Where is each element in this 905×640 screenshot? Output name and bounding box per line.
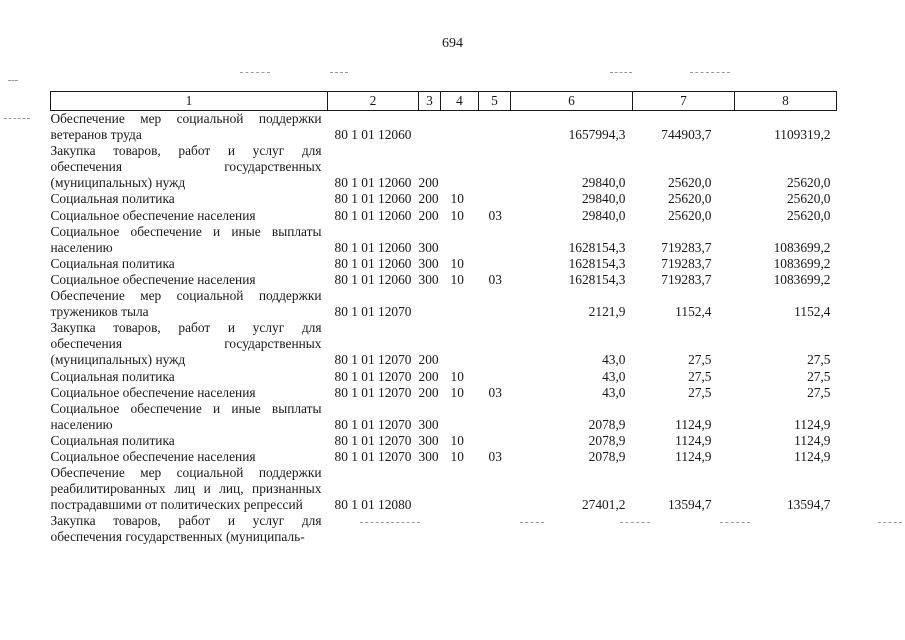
row-target-code: 80 1 01 12060 xyxy=(334,255,412,271)
row-description: Социальная политика xyxy=(50,191,175,207)
row-target-code xyxy=(328,513,419,545)
column-header: 8 xyxy=(735,92,837,111)
row-expense-type: 200 xyxy=(418,191,439,207)
row-amount-col7: 1124,9 xyxy=(675,448,712,464)
row-expense-type xyxy=(419,465,441,513)
column-header: 5 xyxy=(479,92,511,111)
row-amount-col8: 1124,9 xyxy=(794,416,831,432)
table-row xyxy=(51,191,837,207)
row-expense-type xyxy=(419,288,441,320)
column-header: 2 xyxy=(328,92,419,111)
table-row xyxy=(51,449,837,465)
row-section xyxy=(441,401,479,433)
row-amount-col6: 43,0 xyxy=(602,368,626,384)
row-expense-type: 200 xyxy=(418,207,439,223)
row-target-code: 80 1 01 12070 xyxy=(334,304,412,320)
table-row xyxy=(51,401,837,433)
row-amount-col6: 2078,9 xyxy=(588,432,626,448)
row-section xyxy=(441,224,479,256)
row-amount-col6: 2121,9 xyxy=(588,304,626,320)
row-description: Социальное обеспечение населения xyxy=(50,207,256,223)
row-amount-col8: 27,5 xyxy=(807,368,831,384)
row-subsection xyxy=(479,224,511,256)
row-target-code: 80 1 01 12070 xyxy=(334,416,412,432)
row-amount-col7: 25620,0 xyxy=(667,207,712,223)
column-header: 6 xyxy=(511,92,633,111)
table-row xyxy=(51,224,837,256)
row-description: Социальное обеспечение населения xyxy=(50,448,256,464)
row-target-code: 80 1 01 12060 xyxy=(334,207,412,223)
row-amount-col8: 27,5 xyxy=(807,352,831,368)
row-amount-col8: 27,5 xyxy=(807,384,831,400)
row-target-code: 80 1 01 12070 xyxy=(334,368,412,384)
row-description: Закупка товаров, работ и услуг для обеспечения государственных (муниципаль- xyxy=(50,513,322,545)
row-expense-type: 300 xyxy=(418,255,439,271)
row-target-code: 80 1 01 12070 xyxy=(334,352,412,368)
row-subsection: 03 xyxy=(488,384,502,400)
scan-artifact xyxy=(878,522,902,523)
row-section: 10 xyxy=(450,384,464,400)
row-expense-type: 300 xyxy=(418,448,439,464)
row-subsection xyxy=(479,401,511,433)
row-amount-col8: 25620,0 xyxy=(786,191,831,207)
row-expense-type: 200 xyxy=(418,384,439,400)
row-amount-col6: 2078,9 xyxy=(588,416,626,432)
row-subsection xyxy=(479,465,511,513)
table-row xyxy=(51,513,837,545)
row-amount-col8: 1083699,2 xyxy=(773,239,831,255)
row-subsection xyxy=(479,143,511,191)
row-amount-col7: 719283,7 xyxy=(661,239,712,255)
table-row xyxy=(51,143,837,191)
row-section xyxy=(441,465,479,513)
scan-artifact xyxy=(610,72,632,73)
row-expense-type: 200 xyxy=(418,352,439,368)
scan-artifact xyxy=(240,72,270,73)
row-amount-col6: 1628154,3 xyxy=(568,255,626,271)
column-header: 7 xyxy=(633,92,735,111)
table-row xyxy=(51,272,837,288)
table-row xyxy=(51,369,837,385)
row-amount-col7: 27,5 xyxy=(688,384,712,400)
row-amount-col8: 1124,9 xyxy=(794,448,831,464)
row-expense-type: 300 xyxy=(418,416,439,432)
row-amount-col8: 1152,4 xyxy=(794,304,831,320)
table-row xyxy=(51,320,837,368)
row-expense-type xyxy=(419,513,441,545)
row-subsection xyxy=(479,433,511,449)
row-section: 10 xyxy=(450,191,464,207)
row-subsection: 03 xyxy=(488,448,502,464)
row-section xyxy=(441,288,479,320)
row-description: Закупка товаров, работ и услуг для обеспечения государственных (муниципальных) нужд xyxy=(50,320,322,368)
row-target-code: 80 1 01 12060 xyxy=(334,191,412,207)
row-amount-col7: 1152,4 xyxy=(675,304,712,320)
row-amount-col7: 1124,9 xyxy=(675,432,712,448)
row-amount-col6: 29840,0 xyxy=(581,175,626,191)
row-amount-col6: 43,0 xyxy=(602,384,626,400)
row-subsection xyxy=(479,191,511,207)
column-header: 3 xyxy=(419,92,441,111)
row-description: Обеспечение мер социальной поддержки тружеников тыла xyxy=(50,288,322,320)
row-amount-col6: 1628154,3 xyxy=(568,271,626,287)
row-amount-col7: 744903,7 xyxy=(661,127,712,143)
row-expense-type: 300 xyxy=(418,239,439,255)
table-row xyxy=(51,288,837,320)
row-section xyxy=(441,111,479,144)
row-description: Обеспечение мер социальной поддержки ветеранов труда xyxy=(50,111,322,143)
row-amount-col7: 719283,7 xyxy=(661,255,712,271)
table-row xyxy=(51,433,837,449)
row-description: Социальное обеспечение и иные выплаты населению xyxy=(50,223,322,255)
table-row xyxy=(51,111,837,144)
scan-artifact xyxy=(690,72,730,73)
row-section: 10 xyxy=(450,255,464,271)
row-amount-col7: 25620,0 xyxy=(667,175,712,191)
row-subsection xyxy=(479,513,511,545)
row-section xyxy=(441,320,479,368)
row-amount-col7: 27,5 xyxy=(688,352,712,368)
row-target-code: 80 1 01 12060 xyxy=(334,239,412,255)
row-amount-col8: 13594,7 xyxy=(786,497,831,513)
row-amount-col8: 25620,0 xyxy=(786,207,831,223)
row-expense-type: 200 xyxy=(418,368,439,384)
row-target-code: 80 1 01 12070 xyxy=(334,448,412,464)
row-target-code: 80 1 01 12070 xyxy=(334,432,412,448)
row-amount-col8: 1083699,2 xyxy=(773,255,831,271)
row-subsection xyxy=(479,369,511,385)
row-subsection: 03 xyxy=(488,207,502,223)
table-row xyxy=(51,385,837,401)
header-row xyxy=(51,92,837,111)
table-row xyxy=(51,256,837,272)
row-subsection xyxy=(479,256,511,272)
row-description: Социальная политика xyxy=(50,255,175,271)
row-amount-col6: 2078,9 xyxy=(588,448,626,464)
row-target-code: 80 1 01 12060 xyxy=(334,127,412,143)
row-amount-col8: 1083699,2 xyxy=(773,271,831,287)
page-number: 694 xyxy=(442,36,463,51)
row-description: Социальная политика xyxy=(50,432,175,448)
row-amount-col8: 1124,9 xyxy=(794,432,831,448)
row-section: 10 xyxy=(450,432,464,448)
row-amount-col7: 13594,7 xyxy=(667,497,712,513)
row-subsection xyxy=(479,320,511,368)
table-row xyxy=(51,465,837,513)
row-expense-type xyxy=(419,111,441,144)
row-subsection xyxy=(479,288,511,320)
row-section xyxy=(441,513,479,545)
row-section: 10 xyxy=(450,448,464,464)
scan-artifact xyxy=(4,118,30,119)
column-header: 1 xyxy=(51,92,328,111)
row-description: Социальная политика xyxy=(50,368,175,384)
row-description: Закупка товаров, работ и услуг для обеспечения государственных (муниципальных) нужд xyxy=(50,143,322,191)
row-expense-type: 300 xyxy=(418,432,439,448)
column-header: 4 xyxy=(441,92,479,111)
row-section xyxy=(441,143,479,191)
scan-artifact xyxy=(8,80,18,81)
row-amount-col7: 1124,9 xyxy=(675,416,712,432)
row-target-code: 80 1 01 12060 xyxy=(334,175,412,191)
table-row xyxy=(51,208,837,224)
row-target-code: 80 1 01 12080 xyxy=(334,497,412,513)
row-description: Обеспечение мер социальной поддержки реабилитированных лиц и лиц, признанных пострадавшими от политических репрессий xyxy=(50,465,322,513)
row-amount-col8: 25620,0 xyxy=(786,175,831,191)
row-expense-type: 300 xyxy=(418,271,439,287)
row-amount-col8 xyxy=(735,513,837,545)
row-target-code: 80 1 01 12060 xyxy=(334,271,412,287)
row-amount-col6: 1657994,3 xyxy=(568,127,626,143)
row-description: Социальное обеспечение и иные выплаты населению xyxy=(50,400,322,432)
row-amount-col7: 719283,7 xyxy=(661,271,712,287)
row-subsection xyxy=(479,111,511,144)
row-section: 10 xyxy=(450,271,464,287)
row-amount-col6: 1628154,3 xyxy=(568,239,626,255)
row-amount-col7 xyxy=(633,513,735,545)
row-target-code: 80 1 01 12070 xyxy=(334,384,412,400)
row-section: 10 xyxy=(450,207,464,223)
row-amount-col6: 27401,2 xyxy=(581,497,626,513)
row-amount-col6: 29840,0 xyxy=(581,207,626,223)
row-amount-col6: 43,0 xyxy=(602,352,626,368)
scan-artifact xyxy=(330,72,348,73)
row-description: Социальное обеспечение населения xyxy=(50,271,256,287)
row-description: Социальное обеспечение населения xyxy=(50,384,256,400)
row-amount-col6: 29840,0 xyxy=(581,191,626,207)
row-expense-type: 200 xyxy=(418,175,439,191)
row-amount-col6 xyxy=(511,513,633,545)
row-section: 10 xyxy=(450,368,464,384)
row-amount-col7: 27,5 xyxy=(688,368,712,384)
budget-table xyxy=(50,91,837,546)
row-subsection: 03 xyxy=(488,271,502,287)
row-amount-col8: 1109319,2 xyxy=(774,127,831,143)
row-amount-col7: 25620,0 xyxy=(667,191,712,207)
